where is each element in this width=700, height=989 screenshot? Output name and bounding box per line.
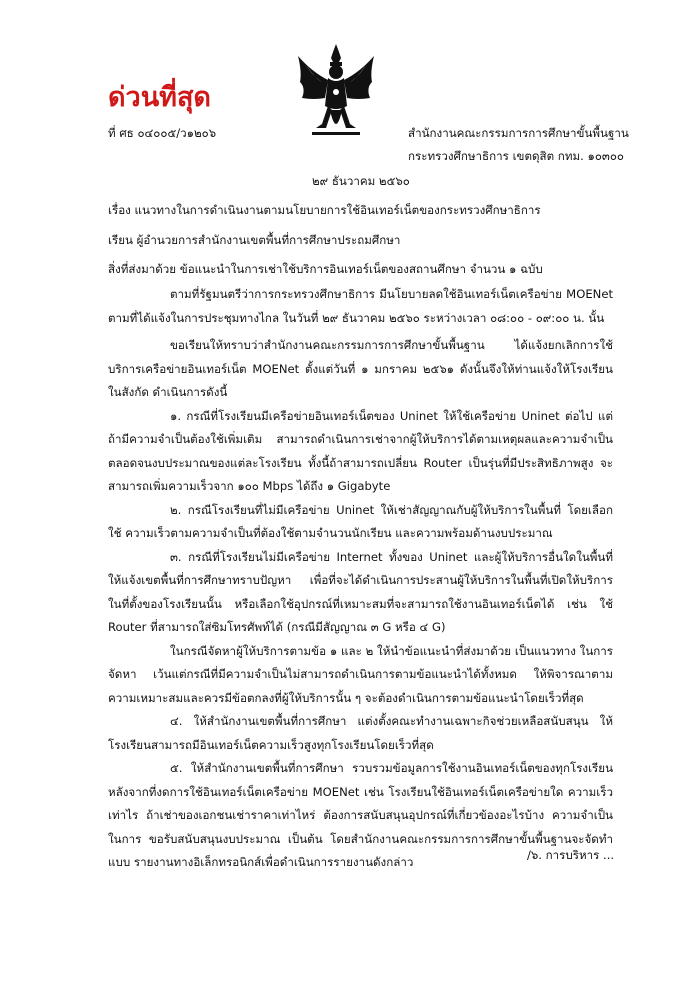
agency-name: สำนักงานคณะกรรมการการศึกษาขั้นพื้นฐาน: [408, 126, 629, 140]
agency-address: กระทรวงศึกษาธิการ เขตดุสิต กทม. ๑๐๓๐๐: [408, 149, 624, 163]
enclosure-line: สิ่งที่ส่งมาด้วย ข้อแนะนำในการเช่าใช้บริการอินเทอร์เน็ตของสถานศึกษา จำนวน ๑ ฉบับ: [108, 262, 543, 276]
paragraph-guidance: ในกรณีจัดหาผู้ให้บริการตามข้อ ๑ และ ๒ ให้นำข้อแนะนำที่ส่งมาด้วย เป็นแนวทาง ในการจัดหา เว้นแต่กรณีที่มีความจำเป็นไม่สามารถดำเนินการตามข้อแนะนำได้ทั้งหมด ให้พิจารณาตาม ความเหมาะสมและควรมีข้อตกลงที่ผู้ให้บริการนั้น ๆ จะต้องดำเนินการตามข้อแนะนำโดยเร็วที่สุด: [108, 643, 613, 705]
paragraph-item-4: ๔. ให้สำนักงานเขตพื้นที่การศึกษา แต่งตั้งคณะทำงานเฉพาะกิจช่วยเหลือสนับสนุน ให้โรงเรียนสามารถมีอินเทอร์เน็ตความเร็วสูงทุกโรงเรียนโดยเร็วที่สุด: [108, 714, 613, 752]
continuation-marker: /๖. การบริหาร ...: [527, 848, 615, 862]
paragraph-intro: ตามที่รัฐมนตรีว่าการกระทรวงศึกษาธิการ มีนโยบายลดใช้อินเทอร์เน็ตเครือข่าย MOENet ตามที่ได้แจ้งในการประชุมทางไกล ในวันที่ ๒๙ ธันวาคม ๒๕๖๐ ระหว่างเวลา ๐๘:๐๐ - ๐๙:๐๐ น. นั้น: [108, 287, 613, 325]
paragraph-notice: ขอเรียนให้ทราบว่าสำนักงานคณะกรรมการการศึกษาขั้นพื้นฐาน ได้แจ้งยกเลิกการใช้บริการเครือข่ายอินเทอร์เน็ต MOENet ตั้งแต่วันที่ ๑ มกราคม ๒๕๖๑ ดังนั้นจึงให้ท่านแจ้งให้โรงเรียนในสังกัด ดำเนินการดังนี้: [108, 338, 613, 399]
urgent-label: ด่วนที่สุด: [108, 82, 211, 113]
paragraph-item-3: ๓. กรณีที่โรงเรียนไม่มีเครือข่าย Internet ทั้งของ Uninet และผู้ให้บริการอื่นใดในพื้นที่ ให้แจ้งเขตพื้นที่การศึกษาทราบปัญหา เพื่อที่จะได้ดำเนินการประสานผู้ให้บริการในพื้นที่เปิดให้บริการ ในที่ตั้งของโรงเรียนนั้น หรือเลือกใช้อุปกรณ์ที่เหมาะสมที่จะสามารถใช้งานอินเทอร์เน็ตได้ เช่น ใช้ Router ที่สามารถใส่ซิมโทรศัพท์ได้ (กรณีมีสัญญาณ ๓ G หรือ ๔ G): [108, 549, 613, 634]
document-date: ๒๙ ธันวาคม ๒๕๖๐: [312, 174, 410, 188]
garuda-emblem-icon: [292, 42, 380, 142]
subject-line: เรื่อง แนวทางในการดำเนินงานตามนโยบายการใช้อินเทอร์เน็ตของกระทรวงศึกษาธิการ: [108, 203, 541, 217]
memo-body: [108, 283, 613, 875]
paragraph-item-1: ๑. กรณีที่โรงเรียนมีเครือข่ายอินเทอร์เน็ตของ Uninet ให้ใช้เครือข่าย Uninet ต่อไป แต่ถ้ามีความจำเป็นต้องใช้เพิ่มเติม สามารถดำเนินการเช่าจากผู้ให้บริการได้ตามเหตุผลและความจำเป็น ตลอดจนงบประมาณของแต่ละโรงเรียน ทั้งนี้ถ้าสามารถเปลี่ยน Router เป็นรุ่นที่มีประสิทธิภาพสูง จะสามารถเพิ่มความเร็วจาก ๑๐๐ Mbps ได้ถึง ๑ Gigabyte: [108, 408, 613, 493]
paragraph-item-2: ๒. กรณีโรงเรียนที่ไม่มีเครือข่าย Uninet ให้เช่าสัญญาณกับผู้ให้บริการในพื้นที่ โดยเลือกใช้ ความเร็วตามความจำเป็นที่ต้องใช้ตามจำนวนนักเรียน และความพร้อมด้านงบประมาณ: [108, 502, 613, 540]
paragraph-item-5: ๕. ให้สำนักงานเขตพื้นที่การศึกษา รวบรวมข้อมูลการใช้งานอินเทอร์เน็ตของทุกโรงเรียน หลังจากที่งดการใช้อินเทอร์เน็ตเครือข่าย MOENet เช่น โรงเรียนใช้อินเทอร์เน็ตเครือข่ายใด ความเร็วเท่าไร ถ้าเช่าของเอกชนเช่าราคาเท่าไหร่ ต้องการสนับสนุนอุปกรณ์ที่เกี่ยวข้องอะไรบ้าง ความจำเป็นในการ ขอรับสนับสนุนงบประมาณ เป็นต้น โดยสำนักงานคณะกรรมการการศึกษาขั้นพื้นฐานจะจัดทำแบบ รายงานทางอิเล็กทรอนิกส์เพื่อดำเนินการรายงานดังกล่าว: [108, 761, 613, 869]
document-number: ที่ ศธ ๐๔๐๐๕/ว๑๒๐๖: [108, 126, 217, 140]
recipient-line: เรียน ผู้อำนวยการสำนักงานเขตพื้นที่การศึกษาประถมศึกษา: [108, 233, 401, 247]
